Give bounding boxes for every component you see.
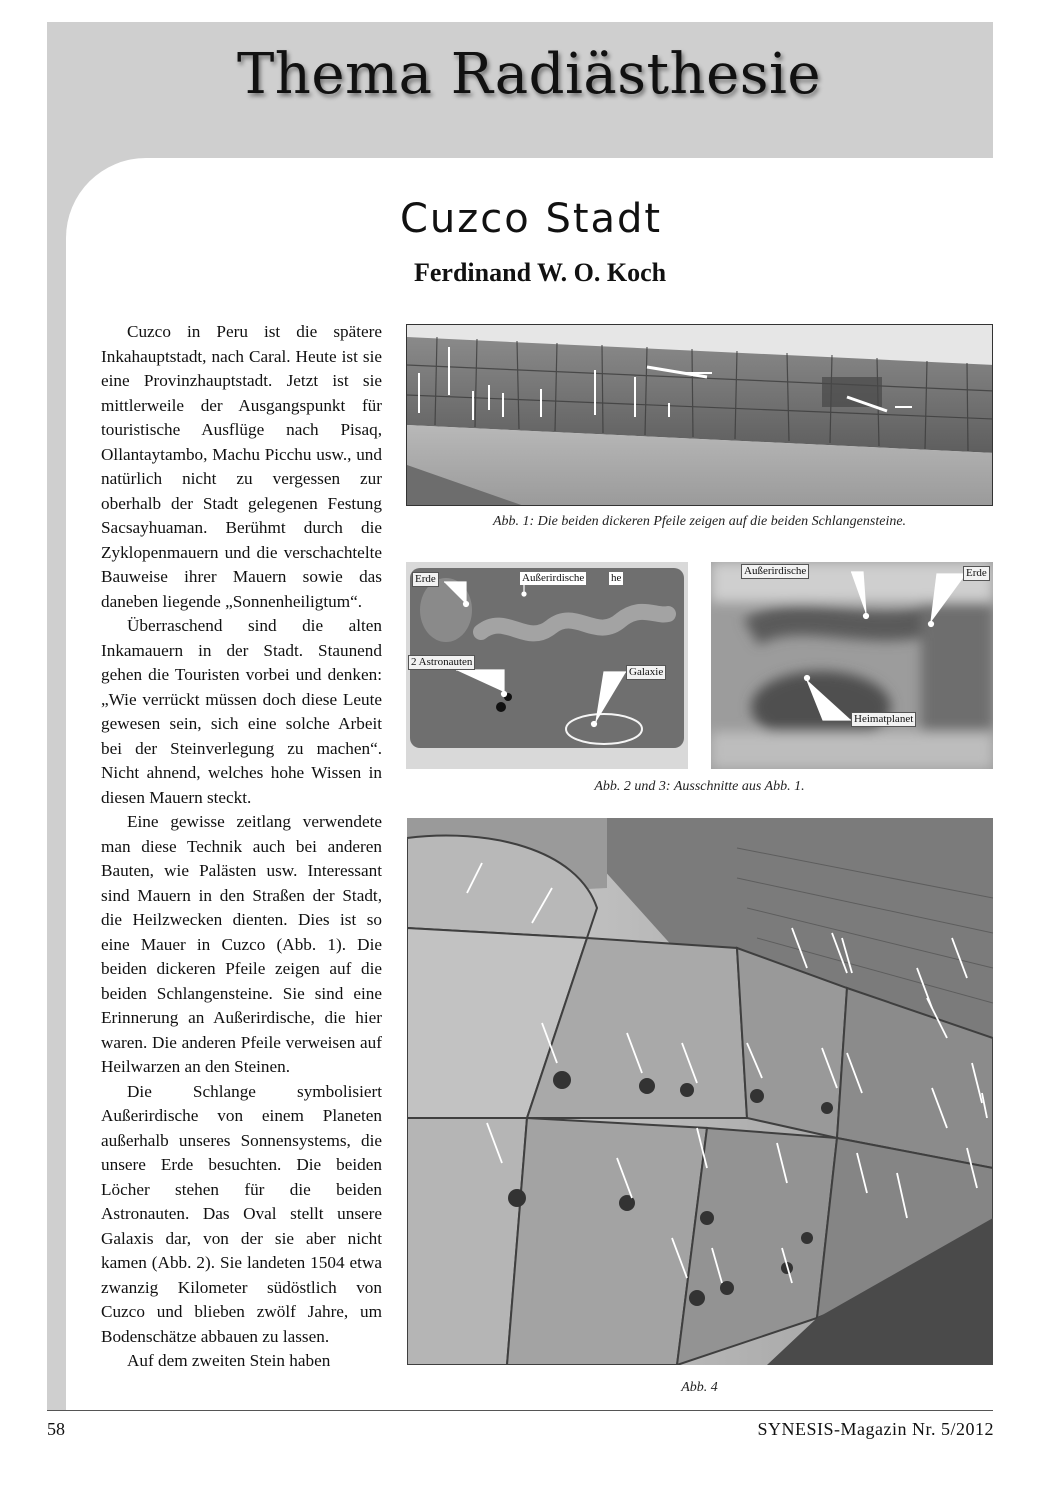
figure-1-wall-photo: [406, 324, 993, 506]
page-number: 58: [47, 1419, 65, 1439]
paragraph: Überraschend sind die alten Inkamauern in der Stadt. Staunend gehen die Touristen vorbei und denken: „Wie verrückt müssen doch diese Leute gewesen sein, sich eine solche Arbeit bei der Steinverlegung zu machen“. Nicht ahnend, welches hohe Wissen in diesen Mauern steckt.: [101, 616, 382, 807]
figure-4-wall-photo: [407, 818, 993, 1365]
label-cut-text: he: [611, 572, 622, 584]
figure-2-snake-stone: [406, 562, 688, 769]
label-ausserirdische: Außerirdische: [522, 572, 585, 584]
magazine-issue: SYNESIS-Magazin Nr. 5/2012: [757, 1419, 994, 1439]
article-body: [101, 320, 382, 1374]
label-astronauten: 2 Astronauten: [408, 655, 475, 670]
section-title: Thema Radiästhesie: [236, 42, 822, 107]
paragraph: Die Schlange symbolisiert Außerirdische von einem Planeten außerhalb unseres Sonnensystems, die unsere Erde besuchten. Die beiden Löcher stehen für die beiden Astronauten. Das Oval stellt unsere Galaxis dar, von der sie aber nicht kamen (Abb. 2). Sie landeten 1504 etwa zwanzig Kilometer südöstlich von Cuzco und blieben zwölf Jahre, um Bodenschätze abbauen zu lassen.: [101, 1081, 382, 1346]
paragraph: Auf dem zweiten Stein haben: [127, 1351, 331, 1370]
figure-4-caption: Abb. 4: [681, 1380, 718, 1395]
article-author: Ferdinand W. O. Koch: [414, 258, 667, 287]
paragraph: Eine gewisse zeitlang verwendete man diese Technik auch bei anderen Bauten, wie Palästen usw. Interessant sind Mauern in den Straßen der Stadt, die Heilzwecken dienten. Dies ist so eine Mauer in Cuzco (Abb. 1). Die beiden dickeren Pfeile zeigen auf die beiden Schlangensteine. Sie sind eine Erinnerung an Außerirdische, die hier waren. Die anderen Pfeile verweisen auf Heilwarzen an den Steinen.: [101, 812, 382, 1076]
label-galaxie: Galaxie: [626, 665, 666, 680]
label-heimatplanet: Heimatplanet: [851, 712, 916, 727]
paragraph: Cuzco in Peru ist die spätere Inkahauptstadt, nach Caral. Heute ist sie eine Provinzhauptstadt. Jetzt ist sie mittlerweile der Ausgangspunkt für touristische Ausflüge nach Pisaq, Ollantaytambo, Machu Picchu usw., und natürlich nicht zu vergessen zur oberhalb der Stadt gelegenen Festung Sacsayhuaman. Berühmt durch die Zyklopenmauern und die verschachtelte Bauweise ihrer Mauern sowie das daneben liegende „Sonnenheiligtum“.: [101, 322, 382, 611]
figure-1-caption: Abb. 1: Die beiden dickeren Pfeile zeigen auf die beiden Schlangensteine.: [492, 514, 907, 529]
label-ausserirdische: Außerirdische: [741, 564, 809, 579]
footer-rule: [47, 1410, 993, 1411]
article-title: Cuzco Stadt: [400, 196, 663, 242]
figure-2-3-caption: Abb. 2 und 3: Ausschnitte aus Abb. 1.: [594, 779, 805, 794]
label-erde: Erde: [963, 566, 990, 581]
figure-3-detail: [711, 562, 993, 769]
label-erde: Erde: [412, 572, 439, 587]
